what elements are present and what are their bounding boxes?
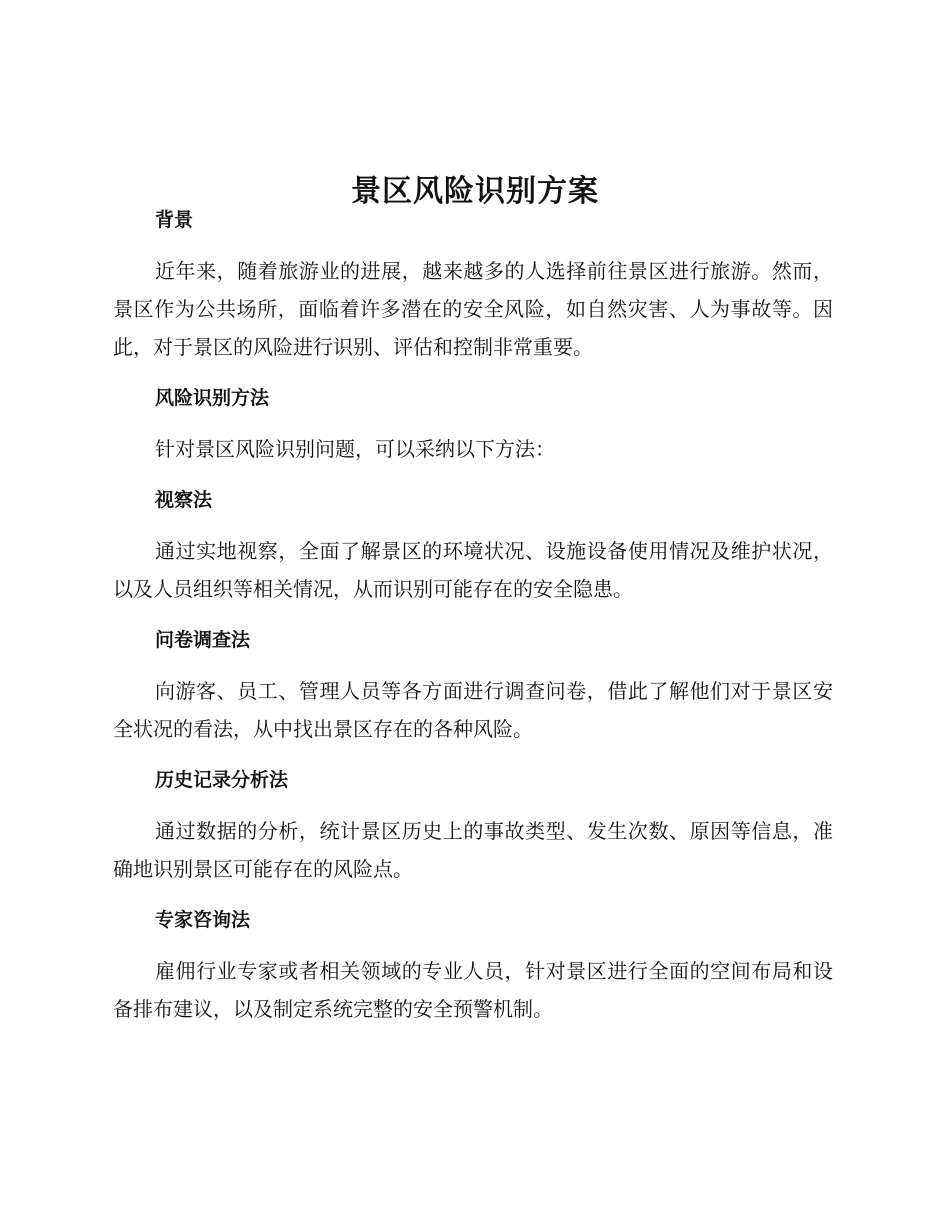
document-title: 景区风险识别方案 <box>351 174 599 210</box>
section-paragraph: 近年来，随着旅游业的进展，越来越多的人选择前往景区进行旅游。然而，景区作为公共场所，面临着许多潜在的安全风险，如自然灾害、人为事故等。因此，对于景区的风险进行识别、评估和控制非常重要。 <box>113 259 833 359</box>
document-body <box>113 200 833 1040</box>
section-paragraph: 通过实地视察，全面了解景区的环境状况、设施设备使用情况及维护状况，以及人员组织等相关情况，从而识别可能存在的安全隐患。 <box>113 539 833 601</box>
section-paragraph: 向游客、员工、管理人员等各方面进行调查问卷，借此了解他们对于景区安全状况的看法，从中找出景区存在的各种风险。 <box>113 679 833 741</box>
section-heading: 风险识别方法 <box>155 387 270 409</box>
section-heading: 历史记录分析法 <box>155 769 289 791</box>
section-paragraph: 雇佣行业专家或者相关领域的专业人员，针对景区进行全面的空间布局和设备排布建议，以及制定系统完整的安全预警机制。 <box>113 959 833 1021</box>
section-paragraph: 针对景区风险识别问题，可以采纳以下方法： <box>155 437 555 461</box>
section-risk-identification-methods <box>113 378 833 468</box>
section-heading: 问卷调查法 <box>155 629 251 651</box>
section-background <box>113 200 833 366</box>
section-heading: 背景 <box>155 209 194 231</box>
section-paragraph: 通过数据的分析，统计景区历史上的事故类型、发生次数、原因等信息，准确地识别景区可能存在的风险点。 <box>113 819 833 881</box>
section-expert-consultation-method <box>113 900 833 1028</box>
section-questionnaire-method <box>113 620 833 748</box>
section-history-analysis-method <box>113 760 833 888</box>
section-heading: 专家咨询法 <box>155 909 251 931</box>
section-inspection-method <box>113 480 833 608</box>
section-heading: 视察法 <box>155 489 213 511</box>
